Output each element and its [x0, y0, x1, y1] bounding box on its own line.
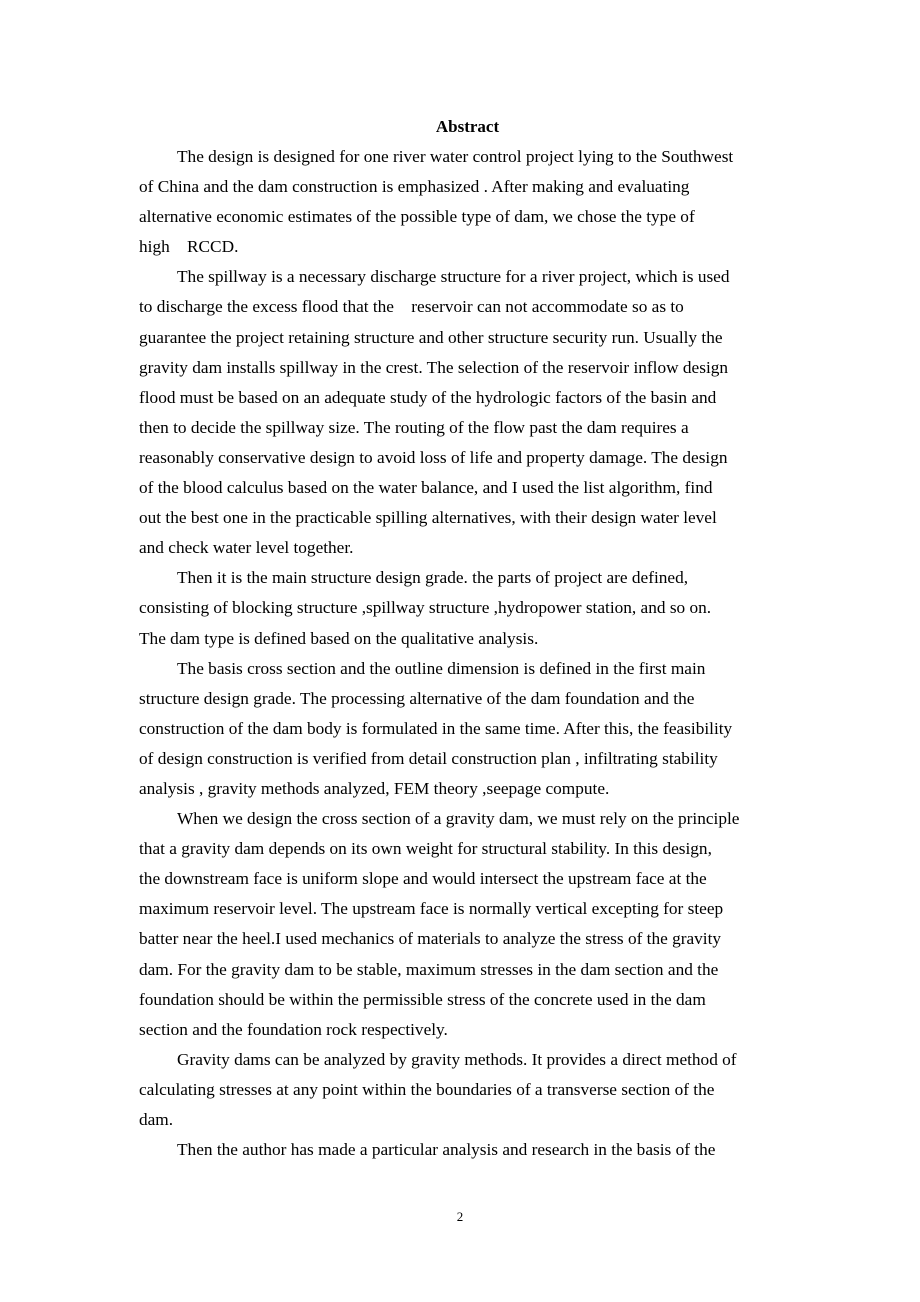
- paragraph-line: maximum reservoir level. The upstream face is normally vertical excepting for steep: [139, 899, 724, 919]
- abstract-paragraph: [139, 563, 784, 653]
- paragraph-line: and check water level together.: [139, 538, 354, 558]
- paragraph-line: flood must be based on an adequate study of the hydrologic factors of the basin and: [139, 387, 717, 407]
- paragraph-line: Gravity dams can be analyzed by gravity methods. It provides a direct method of: [177, 1049, 737, 1069]
- paragraph-line: Then the author has made a particular analysis and research in the basis of the: [177, 1140, 716, 1160]
- paragraph-line: out the best one in the practicable spilling alternatives, with their design water level: [139, 508, 717, 528]
- abstract-paragraph: [139, 142, 784, 262]
- paragraph-line: structure design grade. The processing alternative of the dam foundation and the: [139, 688, 695, 708]
- paragraph-line: to discharge the excess flood that the reservoir can not accommodate so as to: [139, 297, 684, 317]
- page-number: 2: [456, 1209, 464, 1224]
- paragraph-line: consisting of blocking structure ,spillway structure ,hydropower station, and so on.: [139, 598, 712, 618]
- paragraph-line: When we design the cross section of a gravity dam, we must rely on the principle: [177, 809, 740, 829]
- paragraph-line: of design construction is verified from detail construction plan , infiltrating stability: [139, 748, 718, 768]
- paragraph-line: dam.: [139, 1110, 174, 1129]
- paragraph-line: then to decide the spillway size. The routing of the flow past the dam requires a: [139, 417, 689, 437]
- abstract-body: [139, 142, 784, 1165]
- abstract-paragraph: [139, 654, 784, 804]
- abstract-paragraph: [139, 804, 784, 1045]
- paragraph-line: guarantee the project retaining structure and other structure security run. Usually the: [139, 327, 723, 347]
- paragraph-line: The basis cross section and the outline dimension is defined in the first main: [177, 658, 706, 678]
- paragraph-line: gravity dam installs spillway in the crest. The selection of the reservoir inflow design: [139, 357, 729, 377]
- abstract-paragraph: [139, 1045, 784, 1135]
- page-heading: Abstract: [435, 117, 500, 136]
- paragraph-line: construction of the dam body is formulated in the same time. After this, the feasibility: [139, 718, 733, 738]
- paragraph-line: The design is designed for one river water control project lying to the Southwest: [177, 147, 734, 166]
- paragraph-line: batter near the heel.I used mechanics of materials to analyze the stress of the gravity: [139, 929, 722, 949]
- paragraph-line: analysis , gravity methods analyzed, FEM theory ,seepage compute.: [139, 778, 610, 798]
- paragraph-line: the downstream face is uniform slope and would intersect the upstream face at the: [139, 869, 707, 889]
- abstract-paragraph: [139, 1135, 784, 1165]
- paragraph-line: dam. For the gravity dam to be stable, maximum stresses in the dam section and the: [139, 959, 719, 979]
- paragraph-line: reasonably conservative design to avoid loss of life and property damage. The design: [139, 447, 728, 467]
- paragraph-line: that a gravity dam depends on its own weight for structural stability. In this design,: [139, 839, 712, 859]
- paragraph-line: of China and the dam construction is emphasized . After making and evaluating: [139, 177, 690, 197]
- paragraph-line: section and the foundation rock respectively.: [139, 1019, 448, 1039]
- paragraph-line: alternative economic estimates of the possible type of dam, we chose the type of: [139, 207, 695, 227]
- paragraph-line: high RCCD.: [139, 237, 239, 257]
- paragraph-line: calculating stresses at any point within the boundaries of a transverse section of the: [139, 1079, 715, 1099]
- abstract-paragraph: [139, 262, 784, 563]
- paragraph-line: The dam type is defined based on the qualitative analysis.: [139, 628, 539, 648]
- paragraph-line: The spillway is a necessary discharge structure for a river project, which is used: [177, 267, 730, 287]
- paragraph-line: of the blood calculus based on the water balance, and I used the list algorithm, find: [139, 478, 713, 498]
- paragraph-line: Then it is the main structure design grade. the parts of project are defined,: [177, 568, 689, 588]
- paragraph-line: foundation should be within the permissible stress of the concrete used in the dam: [139, 989, 706, 1009]
